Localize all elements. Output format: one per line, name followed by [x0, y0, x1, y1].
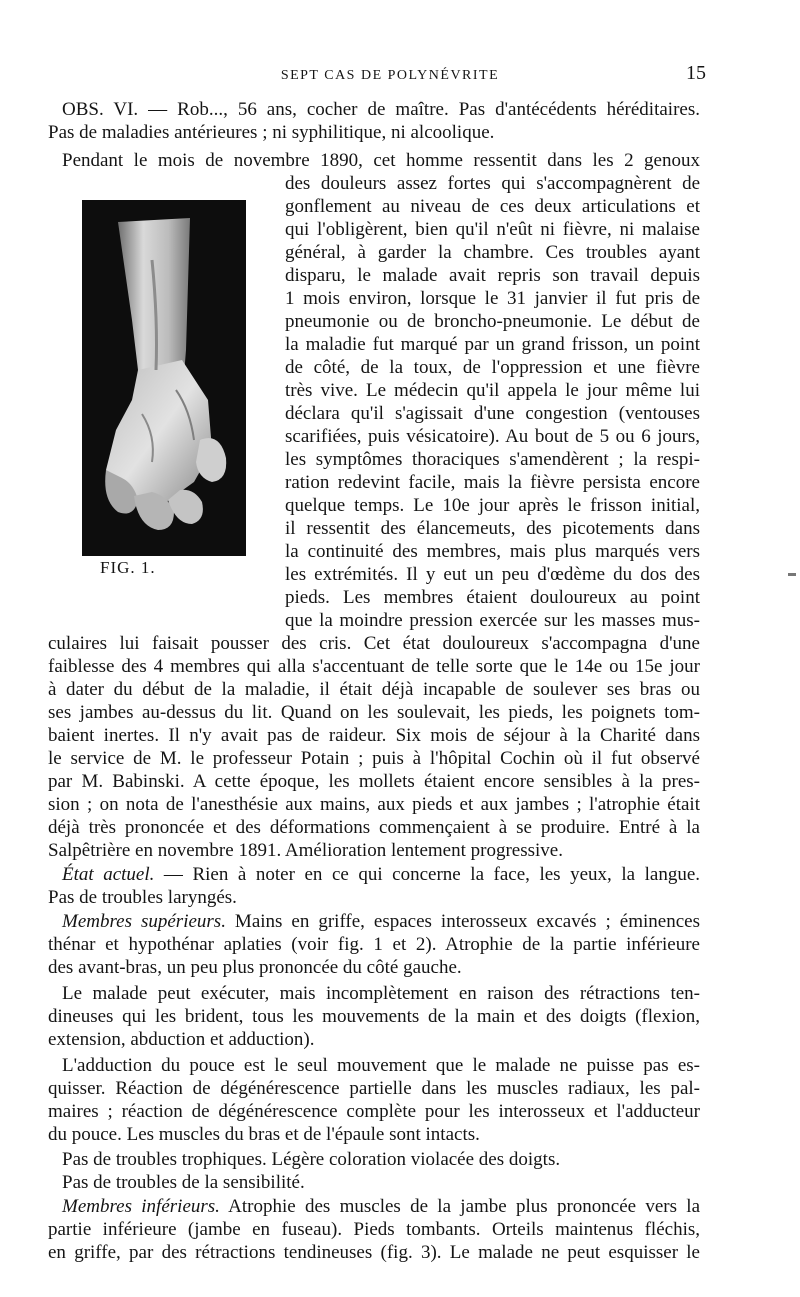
- sup-text: Mains en griffe, espaces interosseux excavés ; éminences: [225, 911, 700, 932]
- text-line: déclara qu'il s'agissait d'une congestion (ventouses: [285, 403, 700, 424]
- text-line: pneumonie ou de broncho-pneumonie. Le début de: [285, 311, 700, 332]
- text-line: disparu, le malade avait repris son travail depuis: [285, 265, 700, 286]
- text-line: les symptômes thoraciques s'amendèrent ; la respi-: [285, 449, 700, 470]
- text-line: Pas de troubles trophiques. Légère coloration violacée des doigts.: [62, 1149, 561, 1170]
- paragraph-etat-line: [62, 864, 700, 886]
- text-line: ses jambes au-dessus du lit. Quand on les soulevait, les pieds, les poignets tom-: [48, 702, 700, 723]
- text-line: quelque temps. Le 10e jour après le frisson initial,: [285, 495, 700, 516]
- inf-label: Membres inférieurs.: [62, 1196, 220, 1217]
- text-line: baient inertes. Il n'y avait pas de raideur. Six mois de séjour à la Charité dans: [48, 725, 700, 746]
- text-line: la continuité des membres, mais plus marqués vers: [285, 541, 700, 562]
- text-line: des douleurs assez fortes qui s'accompagnèrent de: [285, 173, 700, 194]
- text-line: Salpêtrière en novembre 1891. Amélioration lentement progressive.: [48, 840, 563, 861]
- paragraph-sup-line: [62, 911, 700, 933]
- page-number: 15: [686, 62, 706, 84]
- text-line: Pas de troubles de la sensibilité.: [62, 1172, 305, 1193]
- text-line: il ressentit des élancemeuts, des picotements dans: [285, 518, 700, 539]
- etat-text: — Rien à noter en ce qui concerne la face, les yeux, la langue.: [154, 864, 700, 885]
- text-line: très vive. Le médecin qu'il appela le jour même lui: [285, 380, 700, 401]
- text-line: faiblesse des 4 membres qui alla s'accentuant de telle sorte que le 14e ou 15e jour: [48, 656, 700, 677]
- text-line: du pouce. Les muscles du bras et de l'épaule sont intacts.: [48, 1124, 480, 1145]
- text-line: les extrémités. Il y eut un peu d'œdème du dos des: [285, 564, 700, 585]
- text-line: déjà très prononcée et des déformations commençaient à se produire. Entré à la: [48, 817, 700, 838]
- text-line: extension, abduction et adduction).: [48, 1029, 315, 1050]
- text-line: culaires lui faisait pousser des cris. Cet état douloureux s'accompagna d'une: [48, 633, 700, 654]
- text-line: Pendant le mois de novembre 1890, cet homme ressentit dans les 2 genoux: [62, 150, 700, 171]
- text-line: des avant-bras, un peu plus prononcée du côté gauche.: [48, 957, 462, 978]
- text-line: par M. Babinski. A cette époque, les mollets étaient encore sensibles à la pres-: [48, 771, 700, 792]
- text-line: sion ; on nota de l'anesthésie aux mains, aux pieds et aux jambes ; l'atrophie était: [48, 794, 700, 815]
- figure-caption: FIG. 1.: [100, 558, 156, 577]
- text-line: qui l'obligèrent, bien qu'il n'eût ni fièvre, ni malaise: [285, 219, 700, 240]
- text-line: général, à garder la chambre. Ces troubles ayant: [285, 242, 700, 263]
- text-line: dineuses qui les brident, tous les mouvements de la main et des doigts (flexion,: [48, 1006, 700, 1027]
- paragraph-inf-line: [62, 1196, 700, 1218]
- text-line: L'adduction du pouce est le seul mouvement que le malade ne puisse pas es-: [62, 1055, 700, 1076]
- text-line: la maladie fut marqué par un grand frisson, un point: [285, 334, 700, 355]
- text-line: pieds. Les membres étaient douloureux au point: [285, 587, 700, 608]
- running-title: SEPT CAS DE POLYNÉVRITE: [280, 68, 500, 83]
- text-line: scarifiées, puis vésicatoire). Au bout de 5 ou 6 jours,: [285, 426, 700, 447]
- observation-label: OBS. VI. —: [62, 99, 168, 120]
- text-line: maires ; réaction de dégénérescence complète pour les interosseux et l'adducteur: [48, 1101, 700, 1122]
- text-line: thénar et hypothénar aplaties (voir fig. 1 et 2). Atrophie de la partie inférieure: [48, 934, 700, 955]
- etat-label: État actuel.: [62, 864, 155, 885]
- paragraph-observation-line: [62, 99, 700, 121]
- text-line: Le malade peut exécuter, mais incomplètement en raison des rétractions ten-: [62, 983, 700, 1004]
- inf-text: Atrophie des muscles de la jambe plus prononcée vers la: [219, 1196, 700, 1217]
- text-line: de côté, de la toux, de l'oppression et une fièvre: [285, 357, 700, 378]
- page-edge-mark: [788, 573, 796, 576]
- text-line: partie inférieure (jambe en fuseau). Pieds tombants. Orteils maintenus fléchis,: [48, 1219, 700, 1240]
- text-line: le service de M. le professeur Potain ; puis à l'hôpital Cochin où il fut observé: [48, 748, 700, 769]
- text-line: en griffe, par des rétractions tendineuses (fig. 3). Le malade ne peut esquisser le: [48, 1242, 700, 1263]
- text-line: à dater du début de la maladie, il était déjà incapable de soulever ses bras ou: [48, 679, 700, 700]
- sup-label: Membres supérieurs.: [62, 911, 226, 932]
- text-line: quisser. Réaction de dégénérescence partielle dans les muscles radiaux, les pal-: [48, 1078, 700, 1099]
- observation-text: Rob..., 56 ans, cocher de maître. Pas d'antécédents héréditaires.: [167, 99, 700, 120]
- text-line: Pas de maladies antérieures ; ni syphilitique, ni alcoolique.: [48, 122, 495, 143]
- text-line: gonflement au niveau de ces deux articulations et: [285, 196, 700, 217]
- text-line: que la moindre pression exercée sur les masses mus-: [285, 610, 700, 631]
- text-line: ration redevint facile, mais la fièvre persista encore: [285, 472, 700, 493]
- text-line: 1 mois environ, lorsque le 31 janvier il fut pris de: [285, 288, 700, 309]
- text-line: Pas de troubles laryngés.: [48, 887, 237, 908]
